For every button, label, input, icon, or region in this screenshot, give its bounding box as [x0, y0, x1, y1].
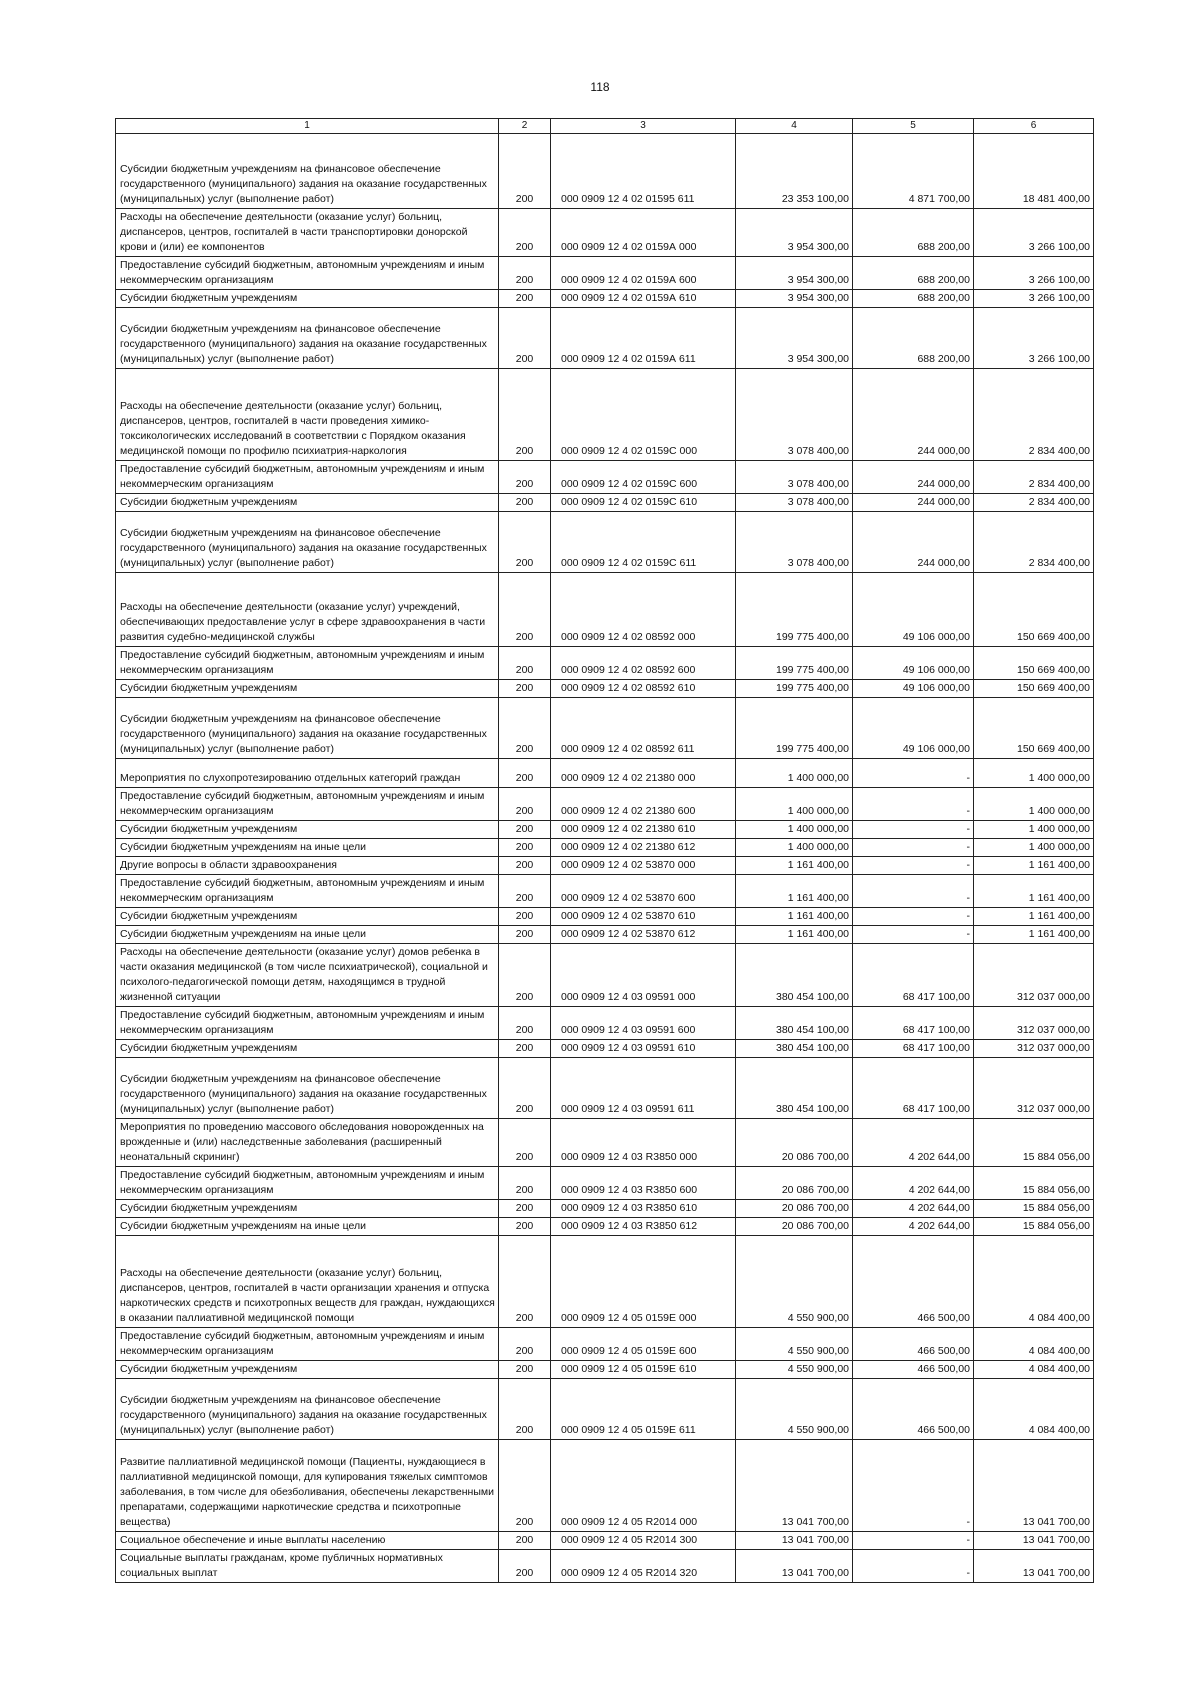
row-name-cell: Предоставление субсидий бюджетным, автономным учреждениям и иным некоммерческим организациям: [116, 788, 499, 821]
table-row: [116, 1328, 1094, 1361]
row-value-col4: 380 454 100,00: [736, 1007, 853, 1040]
row-value-col5: 466 500,00: [853, 1328, 974, 1361]
table-row: [116, 290, 1094, 308]
header-cell-2: 2: [499, 119, 551, 134]
row-value-col4: 3 954 300,00: [736, 257, 853, 290]
row-value-col6: 1 161 400,00: [974, 875, 1094, 908]
row-value-col5: 4 202 644,00: [853, 1200, 974, 1218]
row-name-cell: Субсидии бюджетным учреждениям: [116, 908, 499, 926]
row-value-col4: 1 400 000,00: [736, 839, 853, 857]
row-code-cell: 200: [499, 1361, 551, 1379]
row-kcsr-cell: 000 0909 12 4 02 0159С 600: [551, 461, 736, 494]
row-kcsr-cell: 000 0909 12 4 05 0159Е 610: [551, 1361, 736, 1379]
table-row: [116, 461, 1094, 494]
row-value-col6: 150 669 400,00: [974, 573, 1094, 647]
row-name-cell: Социальное обеспечение и иные выплаты населению: [116, 1532, 499, 1550]
row-value-col4: 3 954 300,00: [736, 209, 853, 257]
row-kcsr-cell: 000 0909 12 4 03 R3850 610: [551, 1200, 736, 1218]
row-kcsr-cell: 000 0909 12 4 02 0159С 611: [551, 512, 736, 573]
row-name-cell: Предоставление субсидий бюджетным, автономным учреждениям и иным некоммерческим организациям: [116, 257, 499, 290]
row-name-cell: Другие вопросы в области здравоохранения: [116, 857, 499, 875]
table-row: [116, 494, 1094, 512]
row-value-col5: 688 200,00: [853, 308, 974, 369]
row-name-cell: Предоставление субсидий бюджетным, автономным учреждениям и иным некоммерческим организациям: [116, 461, 499, 494]
row-value-col4: 13 041 700,00: [736, 1550, 853, 1583]
row-code-cell: 200: [499, 698, 551, 759]
row-value-col6: 150 669 400,00: [974, 698, 1094, 759]
table-row: [116, 759, 1094, 788]
row-kcsr-cell: 000 0909 12 4 05 0159Е 600: [551, 1328, 736, 1361]
row-code-cell: 200: [499, 1167, 551, 1200]
row-name-cell: Мероприятия по проведению массового обследования новорожденных на врожденные и (или) наследственные заболевания (расширенный неонатальный скрининг): [116, 1119, 499, 1167]
row-value-col6: 2 834 400,00: [974, 494, 1094, 512]
row-kcsr-cell: 000 0909 12 4 02 21380 610: [551, 821, 736, 839]
row-kcsr-cell: 000 0909 12 4 03 09591 600: [551, 1007, 736, 1040]
row-code-cell: 200: [499, 1328, 551, 1361]
row-value-col6: 4 084 400,00: [974, 1361, 1094, 1379]
row-code-cell: 200: [499, 1040, 551, 1058]
row-value-col4: 199 775 400,00: [736, 680, 853, 698]
table-row: [116, 1361, 1094, 1379]
row-kcsr-cell: 000 0909 12 4 02 08592 611: [551, 698, 736, 759]
table-row: [116, 1379, 1094, 1440]
row-value-col5: 688 200,00: [853, 257, 974, 290]
table-row: [116, 1218, 1094, 1236]
row-code-cell: 200: [499, 647, 551, 680]
row-value-col6: 2 834 400,00: [974, 512, 1094, 573]
row-value-col5: 688 200,00: [853, 290, 974, 308]
table-row: [116, 512, 1094, 573]
row-kcsr-cell: 000 0909 12 4 02 21380 612: [551, 839, 736, 857]
row-code-cell: 200: [499, 821, 551, 839]
row-kcsr-cell: 000 0909 12 4 05 0159Е 611: [551, 1379, 736, 1440]
row-code-cell: 200: [499, 680, 551, 698]
row-kcsr-cell: 000 0909 12 4 02 21380 600: [551, 788, 736, 821]
row-code-cell: 200: [499, 308, 551, 369]
row-value-col4: 4 550 900,00: [736, 1379, 853, 1440]
row-code-cell: 200: [499, 1058, 551, 1119]
table-body: [116, 134, 1094, 1583]
row-value-col4: 1 400 000,00: [736, 788, 853, 821]
row-name-cell: Субсидии бюджетным учреждениям на финансовое обеспечение государственного (муниципального) задания на оказание государственных (муниципальных) услуг (выполнение работ): [116, 1058, 499, 1119]
row-kcsr-cell: 000 0909 12 4 02 0159А 000: [551, 209, 736, 257]
table-row: [116, 573, 1094, 647]
row-value-col5: -: [853, 821, 974, 839]
row-value-col6: 1 400 000,00: [974, 821, 1094, 839]
table-row: [116, 926, 1094, 944]
row-value-col5: 244 000,00: [853, 369, 974, 461]
row-name-cell: Субсидии бюджетным учреждениям на финансовое обеспечение государственного (муниципального) задания на оказание государственных (муниципальных) услуг (выполнение работ): [116, 308, 499, 369]
row-value-col5: 244 000,00: [853, 494, 974, 512]
row-value-col5: 4 202 644,00: [853, 1167, 974, 1200]
row-value-col6: 150 669 400,00: [974, 647, 1094, 680]
row-code-cell: 200: [499, 512, 551, 573]
row-value-col5: 49 106 000,00: [853, 680, 974, 698]
row-code-cell: 200: [499, 839, 551, 857]
row-name-cell: Расходы на обеспечение деятельности (оказание услуг) учреждений, обеспечивающих предоставление услуг в сфере здравоохранения в части развития судебно-медицинской службы: [116, 573, 499, 647]
row-code-cell: 200: [499, 1440, 551, 1532]
row-value-col5: 68 417 100,00: [853, 1040, 974, 1058]
table-row: [116, 1058, 1094, 1119]
row-value-col4: 1 161 400,00: [736, 926, 853, 944]
row-value-col5: 68 417 100,00: [853, 1058, 974, 1119]
row-value-col4: 1 161 400,00: [736, 857, 853, 875]
row-value-col5: 49 106 000,00: [853, 647, 974, 680]
row-code-cell: 200: [499, 759, 551, 788]
row-value-col5: 688 200,00: [853, 209, 974, 257]
row-value-col5: 4 202 644,00: [853, 1218, 974, 1236]
table-row: [116, 944, 1094, 1007]
row-value-col4: 199 775 400,00: [736, 573, 853, 647]
row-value-col6: 15 884 056,00: [974, 1119, 1094, 1167]
row-value-col6: 1 161 400,00: [974, 926, 1094, 944]
row-code-cell: 200: [499, 875, 551, 908]
row-code-cell: 200: [499, 134, 551, 209]
row-value-col4: 4 550 900,00: [736, 1236, 853, 1328]
row-value-col6: 4 084 400,00: [974, 1328, 1094, 1361]
row-kcsr-cell: 000 0909 12 4 02 08592 610: [551, 680, 736, 698]
row-code-cell: 200: [499, 573, 551, 647]
row-code-cell: 200: [499, 1200, 551, 1218]
row-value-col6: 15 884 056,00: [974, 1218, 1094, 1236]
row-code-cell: 200: [499, 369, 551, 461]
row-name-cell: Мероприятия по слухопротезированию отдельных категорий граждан: [116, 759, 499, 788]
row-kcsr-cell: 000 0909 12 4 02 53870 610: [551, 908, 736, 926]
row-value-col4: 1 400 000,00: [736, 821, 853, 839]
budget-table: [115, 118, 1094, 1583]
table-row: [116, 698, 1094, 759]
row-value-col4: 3 954 300,00: [736, 290, 853, 308]
table-row: [116, 1007, 1094, 1040]
row-kcsr-cell: 000 0909 12 4 02 53870 000: [551, 857, 736, 875]
row-value-col5: 466 500,00: [853, 1236, 974, 1328]
row-kcsr-cell: 000 0909 12 4 02 21380 000: [551, 759, 736, 788]
row-value-col4: 1 161 400,00: [736, 875, 853, 908]
row-value-col5: 244 000,00: [853, 461, 974, 494]
row-value-col5: 244 000,00: [853, 512, 974, 573]
row-code-cell: 200: [499, 926, 551, 944]
row-value-col5: -: [853, 875, 974, 908]
row-value-col6: 1 400 000,00: [974, 759, 1094, 788]
row-value-col6: 13 041 700,00: [974, 1532, 1094, 1550]
table-row: [116, 821, 1094, 839]
row-code-cell: 200: [499, 1119, 551, 1167]
row-value-col6: 3 266 100,00: [974, 257, 1094, 290]
row-name-cell: Субсидии бюджетным учреждениям на финансовое обеспечение государственного (муниципального) задания на оказание государственных (муниципальных) услуг (выполнение работ): [116, 698, 499, 759]
row-value-col5: 68 417 100,00: [853, 944, 974, 1007]
row-kcsr-cell: 000 0909 12 4 03 R3850 000: [551, 1119, 736, 1167]
row-name-cell: Расходы на обеспечение деятельности (оказание услуг) домов ребенка в части оказания медицинской (в том числе психиатрической), социальной и психолого-педагогической помощи детям, находящимся в трудной жизненной ситуации: [116, 944, 499, 1007]
row-name-cell: Субсидии бюджетным учреждениям: [116, 821, 499, 839]
row-value-col5: 4 871 700,00: [853, 134, 974, 209]
row-value-col4: 1 161 400,00: [736, 908, 853, 926]
row-value-col4: 199 775 400,00: [736, 698, 853, 759]
row-kcsr-cell: 000 0909 12 4 02 08592 600: [551, 647, 736, 680]
row-kcsr-cell: 000 0909 12 4 05 R2014 320: [551, 1550, 736, 1583]
table-row: [116, 1200, 1094, 1218]
row-name-cell: Предоставление субсидий бюджетным, автономным учреждениям и иным некоммерческим организациям: [116, 875, 499, 908]
row-kcsr-cell: 000 0909 12 4 02 0159С 000: [551, 369, 736, 461]
row-code-cell: 200: [499, 461, 551, 494]
row-value-col4: 3 078 400,00: [736, 512, 853, 573]
row-kcsr-cell: 000 0909 12 4 02 0159А 611: [551, 308, 736, 369]
row-value-col5: -: [853, 857, 974, 875]
table-row: [116, 857, 1094, 875]
row-name-cell: Субсидии бюджетным учреждениям на финансовое обеспечение государственного (муниципального) задания на оказание государственных (муниципальных) услуг (выполнение работ): [116, 134, 499, 209]
row-name-cell: Расходы на обеспечение деятельности (оказание услуг) больниц, диспансеров, центров, госпиталей в части транспортировки донорской крови и (или) ее компонентов: [116, 209, 499, 257]
row-value-col6: 18 481 400,00: [974, 134, 1094, 209]
row-code-cell: 200: [499, 209, 551, 257]
row-value-col4: 380 454 100,00: [736, 944, 853, 1007]
row-name-cell: Субсидии бюджетным учреждениям: [116, 494, 499, 512]
row-name-cell: Субсидии бюджетным учреждениям на финансовое обеспечение государственного (муниципального) задания на оказание государственных (муниципальных) услуг (выполнение работ): [116, 1379, 499, 1440]
row-name-cell: Субсидии бюджетным учреждениям на иные цели: [116, 926, 499, 944]
row-value-col6: 312 037 000,00: [974, 944, 1094, 1007]
table-row: [116, 308, 1094, 369]
row-kcsr-cell: 000 0909 12 4 02 0159А 610: [551, 290, 736, 308]
row-value-col6: 312 037 000,00: [974, 1007, 1094, 1040]
row-value-col6: 3 266 100,00: [974, 209, 1094, 257]
row-kcsr-cell: 000 0909 12 4 03 09591 610: [551, 1040, 736, 1058]
row-value-col5: -: [853, 839, 974, 857]
table-row: [116, 257, 1094, 290]
row-value-col6: 1 161 400,00: [974, 908, 1094, 926]
row-name-cell: Предоставление субсидий бюджетным, автономным учреждениям и иным некоммерческим организациям: [116, 647, 499, 680]
row-code-cell: 200: [499, 1550, 551, 1583]
row-value-col4: 4 550 900,00: [736, 1361, 853, 1379]
row-value-col5: 49 106 000,00: [853, 573, 974, 647]
row-name-cell: Расходы на обеспечение деятельности (оказание услуг) больниц, диспансеров, центров, госпиталей в части организации хранения и отпуска наркотических средств и психотропных веществ для граждан, нуждающихся в оказании паллиативной медицинской помощи: [116, 1236, 499, 1328]
table-row: [116, 209, 1094, 257]
row-name-cell: Субсидии бюджетным учреждениям: [116, 1200, 499, 1218]
table-row: [116, 1119, 1094, 1167]
row-code-cell: 200: [499, 1236, 551, 1328]
row-value-col6: 15 884 056,00: [974, 1200, 1094, 1218]
table-row: [116, 908, 1094, 926]
row-code-cell: 200: [499, 1532, 551, 1550]
row-kcsr-cell: 000 0909 12 4 05 R2014 000: [551, 1440, 736, 1532]
row-value-col4: 23 353 100,00: [736, 134, 853, 209]
row-value-col5: -: [853, 1440, 974, 1532]
row-value-col6: 3 266 100,00: [974, 308, 1094, 369]
row-value-col4: 380 454 100,00: [736, 1040, 853, 1058]
row-value-col5: -: [853, 788, 974, 821]
row-value-col6: 3 266 100,00: [974, 290, 1094, 308]
table-row: [116, 1236, 1094, 1328]
table-row: [116, 875, 1094, 908]
row-value-col4: 20 086 700,00: [736, 1119, 853, 1167]
table-row: [116, 839, 1094, 857]
row-name-cell: Субсидии бюджетным учреждениям: [116, 680, 499, 698]
row-name-cell: Предоставление субсидий бюджетным, автономным учреждениям и иным некоммерческим организациям: [116, 1328, 499, 1361]
row-value-col4: 20 086 700,00: [736, 1200, 853, 1218]
row-value-col6: 2 834 400,00: [974, 369, 1094, 461]
row-value-col6: 312 037 000,00: [974, 1040, 1094, 1058]
row-name-cell: Предоставление субсидий бюджетным, автономным учреждениям и иным некоммерческим организациям: [116, 1167, 499, 1200]
row-kcsr-cell: 000 0909 12 4 05 0159Е 000: [551, 1236, 736, 1328]
row-value-col6: 15 884 056,00: [974, 1167, 1094, 1200]
row-value-col6: 2 834 400,00: [974, 461, 1094, 494]
row-code-cell: 200: [499, 788, 551, 821]
row-value-col5: 466 500,00: [853, 1361, 974, 1379]
header-cell-4: 4: [736, 119, 853, 134]
row-name-cell: Расходы на обеспечение деятельности (оказание услуг) больниц, диспансеров, центров, госпиталей в части проведения химико-токсикологических исследований в соответствии с Порядком оказания медицинской помощи по профилю психиатрия-наркология: [116, 369, 499, 461]
row-code-cell: 200: [499, 1218, 551, 1236]
row-value-col5: -: [853, 759, 974, 788]
row-kcsr-cell: 000 0909 12 4 03 09591 000: [551, 944, 736, 1007]
row-value-col5: 49 106 000,00: [853, 698, 974, 759]
row-kcsr-cell: 000 0909 12 4 02 08592 000: [551, 573, 736, 647]
table-row: [116, 788, 1094, 821]
row-kcsr-cell: 000 0909 12 4 02 53870 600: [551, 875, 736, 908]
row-name-cell: Предоставление субсидий бюджетным, автономным учреждениям и иным некоммерческим организациям: [116, 1007, 499, 1040]
table-header-row: [116, 119, 1094, 134]
row-value-col5: 4 202 644,00: [853, 1119, 974, 1167]
table-row: [116, 680, 1094, 698]
row-value-col4: 3 954 300,00: [736, 308, 853, 369]
row-value-col4: 13 041 700,00: [736, 1532, 853, 1550]
row-value-col4: 3 078 400,00: [736, 461, 853, 494]
row-value-col5: -: [853, 1532, 974, 1550]
header-cell-1: 1: [116, 119, 499, 134]
row-value-col4: 20 086 700,00: [736, 1218, 853, 1236]
row-code-cell: 200: [499, 290, 551, 308]
row-name-cell: Субсидии бюджетным учреждениям: [116, 1040, 499, 1058]
row-name-cell: Субсидии бюджетным учреждениям на иные цели: [116, 1218, 499, 1236]
row-value-col4: 4 550 900,00: [736, 1328, 853, 1361]
row-name-cell: Субсидии бюджетным учреждениям на финансовое обеспечение государственного (муниципального) задания на оказание государственных (муниципальных) услуг (выполнение работ): [116, 512, 499, 573]
row-value-col6: 1 400 000,00: [974, 839, 1094, 857]
row-value-col4: 3 078 400,00: [736, 369, 853, 461]
row-kcsr-cell: 000 0909 12 4 02 0159А 600: [551, 257, 736, 290]
row-code-cell: 200: [499, 944, 551, 1007]
row-value-col4: 20 086 700,00: [736, 1167, 853, 1200]
page-number: 118: [590, 80, 610, 94]
row-code-cell: 200: [499, 857, 551, 875]
row-code-cell: 200: [499, 1007, 551, 1040]
row-code-cell: 200: [499, 1379, 551, 1440]
row-kcsr-cell: 000 0909 12 4 02 01595 611: [551, 134, 736, 209]
header-cell-5: 5: [853, 119, 974, 134]
header-cell-6: 6: [974, 119, 1094, 134]
row-value-col4: 3 078 400,00: [736, 494, 853, 512]
row-value-col6: 13 041 700,00: [974, 1440, 1094, 1532]
row-value-col4: 1 400 000,00: [736, 759, 853, 788]
row-code-cell: 200: [499, 908, 551, 926]
table-row: [116, 1440, 1094, 1532]
header-cell-3: 3: [551, 119, 736, 134]
row-value-col6: 4 084 400,00: [974, 1379, 1094, 1440]
row-name-cell: Субсидии бюджетным учреждениям на иные цели: [116, 839, 499, 857]
row-value-col6: 1 400 000,00: [974, 788, 1094, 821]
row-name-cell: Субсидии бюджетным учреждениям: [116, 290, 499, 308]
row-value-col6: 4 084 400,00: [974, 1236, 1094, 1328]
row-value-col4: 13 041 700,00: [736, 1440, 853, 1532]
row-value-col5: -: [853, 926, 974, 944]
row-name-cell: Социальные выплаты гражданам, кроме публичных нормативных социальных выплат: [116, 1550, 499, 1583]
row-kcsr-cell: 000 0909 12 4 03 09591 611: [551, 1058, 736, 1119]
row-value-col4: 380 454 100,00: [736, 1058, 853, 1119]
table-row: [116, 1550, 1094, 1583]
row-kcsr-cell: 000 0909 12 4 03 R3850 612: [551, 1218, 736, 1236]
row-value-col5: -: [853, 908, 974, 926]
table-row: [116, 1167, 1094, 1200]
row-name-cell: Субсидии бюджетным учреждениям: [116, 1361, 499, 1379]
row-value-col6: 1 161 400,00: [974, 857, 1094, 875]
row-code-cell: 200: [499, 494, 551, 512]
row-value-col5: -: [853, 1550, 974, 1583]
row-value-col5: 466 500,00: [853, 1379, 974, 1440]
row-name-cell: Развитие паллиативной медицинской помощи (Пациенты, нуждающиеся в паллиативной медицинской помощи, для купирования тяжелых симптомов заболевания, в том числе для обезболивания, обеспечены лекарственными препаратами, содержащими наркотические средства и психотропные вещества): [116, 1440, 499, 1532]
table-row: [116, 1040, 1094, 1058]
row-value-col4: 199 775 400,00: [736, 647, 853, 680]
row-value-col6: 312 037 000,00: [974, 1058, 1094, 1119]
table-row: [116, 1532, 1094, 1550]
table-row: [116, 647, 1094, 680]
row-code-cell: 200: [499, 257, 551, 290]
row-value-col5: 68 417 100,00: [853, 1007, 974, 1040]
table-row: [116, 134, 1094, 209]
row-kcsr-cell: 000 0909 12 4 02 53870 612: [551, 926, 736, 944]
row-kcsr-cell: 000 0909 12 4 05 R2014 300: [551, 1532, 736, 1550]
row-kcsr-cell: 000 0909 12 4 03 R3850 600: [551, 1167, 736, 1200]
row-kcsr-cell: 000 0909 12 4 02 0159С 610: [551, 494, 736, 512]
table-row: [116, 369, 1094, 461]
row-value-col6: 13 041 700,00: [974, 1550, 1094, 1583]
row-value-col6: 150 669 400,00: [974, 680, 1094, 698]
